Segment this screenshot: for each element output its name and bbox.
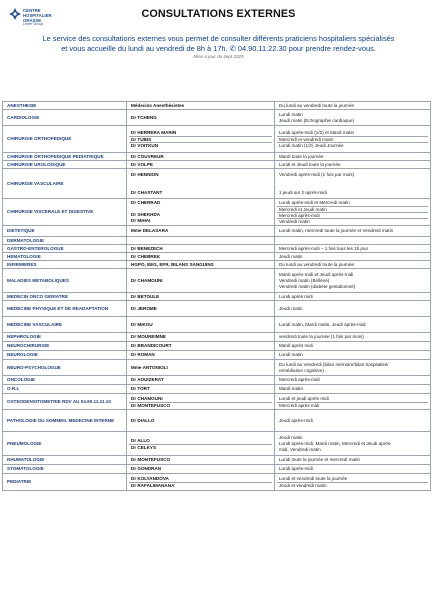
table-row [3, 169, 431, 199]
doctor-cell [127, 126, 275, 153]
doctor-cell [127, 342, 275, 351]
table-row [3, 226, 431, 237]
doctor-cell [127, 465, 275, 474]
specialty-cell-text: DERMATOLOGIE [7, 237, 45, 243]
hours-cell [275, 465, 431, 474]
doctor-cell-line: Dr VOITKUN [129, 142, 272, 148]
hours-cell-line: remédiation cognitive) [279, 367, 324, 373]
hours-cell [275, 161, 431, 169]
specialty-cell [3, 199, 127, 226]
hours-cell-line: Lundi matin [279, 111, 303, 117]
table-row [3, 153, 431, 161]
table-row [3, 102, 431, 110]
hours-cell-line: Du lundi au vendredi toute la journée [279, 102, 355, 108]
intro-line-2: et vous accueille du lundi au vendredi de 8h à 17h. ✆ 04.90.11.22.30 pour prendre rendez-vous. [61, 43, 376, 53]
doctor-cell-line: Dr TUBIS [129, 136, 272, 142]
page-title: CONSULTATIONS EXTERNES [141, 8, 296, 20]
specialty-cell-text: MEDECINE VASCULAIRE [7, 321, 63, 327]
specialty-cell [3, 351, 127, 360]
table-row [3, 360, 431, 376]
hours-cell-line: Lundi et Jeudi toute la journée [279, 161, 341, 167]
table-row [3, 301, 431, 317]
intro-line-1: Le service des consultations externes vous permet de consulter différents praticiens hospitaliers spécialisés [42, 34, 395, 43]
specialty-cell [3, 465, 127, 474]
table-row [3, 293, 431, 301]
doctor-cell-line: Dr TORT [131, 386, 150, 391]
doctor-cell [127, 169, 275, 199]
doctor-cell [127, 385, 275, 394]
specialty-cell [3, 253, 127, 261]
hours-cell-line: Lundi et vendredi toute la journée [279, 476, 348, 481]
specialty-cell-text: OSTEODENSITOMETRIE RDV AU 04.90.11.11.10 [7, 398, 111, 404]
hours-cell [275, 261, 431, 269]
doctor-cell [127, 432, 275, 456]
doctor-cell-line: Dr HENNION [131, 171, 159, 177]
specialty-cell-text: NEPHROLOGIE [7, 334, 41, 339]
table-row [3, 394, 431, 410]
doctor-cell [127, 253, 275, 261]
doctor-cell-line: Médecins Anesthésistes [131, 102, 185, 108]
doctor-cell-line: Dr DIALLO [131, 417, 155, 423]
specialty-cell-text: CHIRURGIE VASCULAIRE [7, 180, 64, 186]
hours-cell-line: Jeudi et vendredi matin [277, 482, 428, 488]
update-note: Mise à jour du sept 2025 [193, 54, 244, 59]
hours-cell [275, 474, 431, 491]
doctor-cell [127, 102, 275, 110]
specialty-cell-text: GASTRO-ENTEROLOGUE [7, 245, 64, 251]
hours-cell-line: Lundi matin (1/2) Jeudi Journée [277, 142, 428, 148]
doctor-cell [127, 245, 275, 253]
table-row [3, 126, 431, 153]
hours-cell [275, 153, 431, 161]
hours-cell-line: Mardi matin [279, 386, 303, 391]
doctor-cell [127, 376, 275, 385]
hours-cell [275, 126, 431, 153]
table-row [3, 376, 431, 385]
table-row [3, 261, 431, 269]
hours-cell [275, 394, 431, 410]
doctor-cell-line: Dr BENEZECH [131, 245, 163, 251]
logo-city: GRASSE [23, 18, 42, 23]
hours-cell-line: Lundi après-midi (1/2) et Mardi matin [279, 130, 355, 135]
specialty-cell [3, 102, 127, 110]
doctor-cell-line: Dr MIHAI [131, 218, 151, 223]
doctor-cell-line: Dr KOLYANDOVA [131, 476, 169, 481]
hours-cell [275, 342, 431, 351]
hours-cell [275, 237, 431, 245]
specialty-cell [3, 161, 127, 169]
hours-cell-line: Lundi après-midi et Mercredi matin [279, 200, 350, 205]
hours-cell [275, 376, 431, 385]
hours-cell [275, 199, 431, 226]
doctor-cell-line: Dr GONDRAN [131, 466, 162, 471]
doctor-cell [127, 410, 275, 432]
doctor-cell-line: Dr RAFALIMANANA [129, 482, 272, 488]
table-row [3, 269, 431, 293]
doctor-cell-line: Dr SHEKHDA [131, 212, 161, 217]
doctor-cell-line: Dr CHERRAD [131, 200, 161, 205]
doctor-cell-line: Dr CHAMOUNI [131, 277, 163, 283]
hours-cell [275, 351, 431, 360]
hours-cell-line: Mercredi après-midi [279, 377, 320, 382]
hours-cell-line: Vendredi après-midi (1 fois par mois) [279, 171, 355, 177]
doctor-cell [127, 351, 275, 360]
table-row [3, 253, 431, 261]
doctor-cell-line: Dr AOUIZERAT [131, 377, 164, 382]
doctor-cell-line: Dr VOLPE [131, 161, 153, 167]
hours-cell-line: Vendredi matin (Bollène) [279, 277, 330, 283]
hours-cell [275, 301, 431, 317]
doctor-cell-line: Dr HERRERA MARIN [131, 130, 177, 135]
doctor-cell [127, 301, 275, 317]
doctor-cell [127, 333, 275, 342]
doctor-cell-line: Dr ALLO [131, 437, 150, 443]
hours-cell [275, 456, 431, 465]
specialty-cell-text: PEDIATRIE [7, 479, 32, 484]
hours-cell-line: Mardi après midi [279, 343, 313, 348]
specialty-cell-text: NEUROLOGIE [7, 352, 38, 357]
hours-cell-line [277, 238, 428, 244]
table-row [3, 199, 431, 226]
hours-cell [275, 333, 431, 342]
doctor-cell-line: Dr MONTEFUSCO [129, 402, 272, 408]
table-row [3, 385, 431, 394]
doctor-cell [127, 317, 275, 333]
hours-cell [275, 385, 431, 394]
specialty-cell [3, 376, 127, 385]
specialty-cell [3, 474, 127, 491]
specialty-cell-text: NEURO-PSYCHOLOGUE [7, 364, 61, 370]
hours-cell-line: Du lundi au Vendredi (bilan mémoire/bilan hospitalisé/ [279, 361, 389, 367]
doctor-cell [127, 394, 275, 410]
table-row [3, 432, 431, 456]
specialty-cell-text: O.R.L [7, 386, 20, 391]
table-row [3, 110, 431, 126]
doctor-cell-line: Dr MONTEFUSCO [131, 457, 171, 462]
hours-cell-line: midi, Vendredi matin [279, 446, 321, 452]
table-row [3, 237, 431, 245]
hours-cell [275, 245, 431, 253]
doctor-cell [127, 360, 275, 376]
doctor-cell [127, 110, 275, 126]
specialty-cell-text: CARDIOLOGIE [7, 114, 40, 120]
doctor-cell-line: Mme ANTONIOLI [131, 364, 168, 370]
hours-cell-line: Mercredi et Jeudi matin [277, 206, 428, 212]
doctor-cell [127, 474, 275, 491]
consultations-table-body [3, 102, 431, 491]
hours-cell-line: Lundi matin, mercredi toute la journée et Vendredi matin [279, 228, 394, 233]
doctor-cell-line: Dr ROMAN [131, 352, 155, 357]
hours-cell-line: Mardi toute la journée [279, 153, 324, 159]
hours-cell-line: Jeudi matin (Echographie cardiaque) [279, 117, 355, 123]
specialty-cell-text: HEMATOLOGIE [7, 253, 41, 259]
hours-cell-line: Lundi matin [279, 352, 303, 357]
specialty-cell [3, 226, 127, 237]
hours-cell-line: Jeudi matin [279, 305, 303, 311]
hours-cell-line: 1 jeudi sur 2 après-midi [279, 189, 327, 195]
specialty-cell [3, 237, 127, 245]
doctor-cell-line: Dr CHASTANT [131, 189, 163, 195]
hours-cell-line: Lundi après midi [279, 293, 313, 299]
doctor-cell [127, 456, 275, 465]
specialty-cell [3, 293, 127, 301]
specialty-cell [3, 301, 127, 317]
doctor-cell-line: Dr CHEBREK [131, 253, 161, 259]
specialty-cell [3, 110, 127, 126]
hours-cell-line: Jeudi matin [279, 434, 303, 440]
specialty-cell-text: CHIRURGIE VISCERALE ET DIGESTIVE [7, 209, 94, 214]
specialty-cell-text: MEDECINE PHYSIQUE ET DE READAPTATION [7, 305, 109, 311]
specialty-cell [3, 333, 127, 342]
specialty-cell-text: CHIRURGIE ORTHOPEDIQUE [7, 136, 72, 141]
hours-cell [275, 293, 431, 301]
doctor-cell [127, 269, 275, 293]
specialty-cell-text: INFIRMIERES [7, 261, 37, 267]
intro-text [12, 34, 425, 53]
hours-cell-line: Vendredi matin (diabète gestationnel) [279, 283, 356, 289]
doctor-cell-line: Dr CHAMOUNI [131, 395, 163, 401]
doctor-cell-line: Mme DELASARA [131, 228, 169, 233]
table-row [3, 474, 431, 491]
specialty-cell-text: MEDECIN ONCO GERIATRE [7, 293, 68, 299]
specialty-cell-text: PATHOLOGIE DU SOMMEIL MEDECINE INTERNE [7, 417, 115, 423]
hours-cell-line: Jeudi après-midi [279, 417, 313, 423]
hours-cell-line: Vendredi matin [277, 218, 428, 224]
specialty-cell [3, 126, 127, 153]
logo-subtitle: Lévier Group [23, 22, 44, 26]
table-row [3, 465, 431, 474]
doctor-cell-line: Dr TCHENG [131, 114, 157, 120]
specialty-cell [3, 385, 127, 394]
hours-cell-line: Lundi toute la journée et mercredi matin [279, 457, 360, 462]
logo-name: CENTRE HOSPITALIER [23, 8, 52, 18]
hours-cell-line: Mercredi et vendredi matin [277, 136, 428, 142]
hours-cell-line: Mardi après-midi et Jeudi après-midi [279, 271, 354, 277]
hours-cell [275, 317, 431, 333]
hours-cell [275, 226, 431, 237]
table-row [3, 342, 431, 351]
table-row [3, 410, 431, 432]
specialty-cell-text: ANESTHESIE [7, 102, 37, 108]
specialty-cell [3, 432, 127, 456]
specialty-cell [3, 360, 127, 376]
specialty-cell [3, 261, 127, 269]
doctor-cell [127, 226, 275, 237]
specialty-cell-text: CHIRURGIE UROLOGIQUE [7, 161, 66, 167]
specialty-cell [3, 317, 127, 333]
table-row [3, 245, 431, 253]
specialty-cell [3, 169, 127, 199]
doctor-cell [127, 153, 275, 161]
specialty-cell [3, 245, 127, 253]
hours-cell [275, 102, 431, 110]
doctor-cell-line: Dr MOUNEIMNE [131, 334, 166, 339]
hours-cell [275, 269, 431, 293]
table-row [3, 351, 431, 360]
specialty-cell [3, 394, 127, 410]
hours-cell [275, 169, 431, 199]
specialty-cell-text: MALADIES METABOLIQUES [7, 277, 69, 283]
specialty-cell [3, 456, 127, 465]
hours-cell-line: Lundi après-midi, Mardi matin, Mercredi et Jeudi après- [279, 440, 392, 446]
specialty-cell-text: ONCOLOGIE [7, 377, 36, 382]
hours-cell-line: Lundi après-midi [279, 466, 313, 471]
doctor-cell [127, 293, 275, 301]
specialty-cell-text: DIETETIQUE [7, 228, 35, 233]
hours-cell-line: Lundi et jeudi après midi [279, 395, 329, 401]
specialty-cell [3, 410, 127, 432]
doctor-cell [127, 161, 275, 169]
doctor-cell [127, 237, 275, 245]
table-row [3, 456, 431, 465]
hours-cell-line: vendredi toute la journée (1 fois par mois) [279, 334, 364, 339]
specialty-cell-text: CHIRURGIE ORTHOPEDIQUE PEDIATRIQUE [7, 153, 104, 159]
hours-cell-line: Jeudi matin [279, 253, 303, 259]
hours-cell-line: Du lundi au vendredi toute la journée [279, 261, 355, 267]
doctor-cell-line [129, 238, 272, 244]
doctor-cell-line: Dr COUVREUR [131, 153, 164, 159]
table-row [3, 317, 431, 333]
specialty-cell-text: PNEUMOLOGIE [7, 440, 42, 446]
doctor-cell [127, 261, 275, 269]
table-row [3, 333, 431, 342]
doctor-cell-line: Dr BRANDICOURT [131, 343, 172, 348]
doctor-cell-line: Dr BETOULE [131, 293, 160, 299]
specialty-cell-text: NEUROCHIRURGIE [7, 343, 50, 348]
hours-cell [275, 253, 431, 261]
doctor-cell-line: Dr JEROME [131, 305, 157, 311]
specialty-cell [3, 153, 127, 161]
hours-cell [275, 432, 431, 456]
doctor-cell [127, 199, 275, 226]
doctor-cell-line: Dr MIKOU [131, 321, 153, 327]
consultations-table [2, 101, 431, 491]
specialty-cell-text: STOMATOLOGIE [7, 466, 44, 471]
doctor-cell-line: HGPO, EEG, EFR, BILANS SANGUINS [131, 261, 214, 267]
hours-cell [275, 360, 431, 376]
doctor-cell-line: Dr CELKYS [129, 444, 272, 450]
hours-cell-line: Lundi matin, Mardi matin, Jeudi après-midi [279, 321, 366, 327]
table-row [3, 161, 431, 169]
specialty-cell-text: RHUMATOLOGIE [7, 457, 45, 462]
hours-cell [275, 110, 431, 126]
hours-cell-line: Mercredi après-midi [277, 212, 428, 218]
specialty-cell [3, 342, 127, 351]
hours-cell-line: Mercredi après midi [277, 402, 428, 408]
specialty-cell [3, 269, 127, 293]
hours-cell [275, 410, 431, 432]
hours-cell-line: Mercredi après-midi – 1 fois tous les 15 jour [279, 245, 369, 251]
